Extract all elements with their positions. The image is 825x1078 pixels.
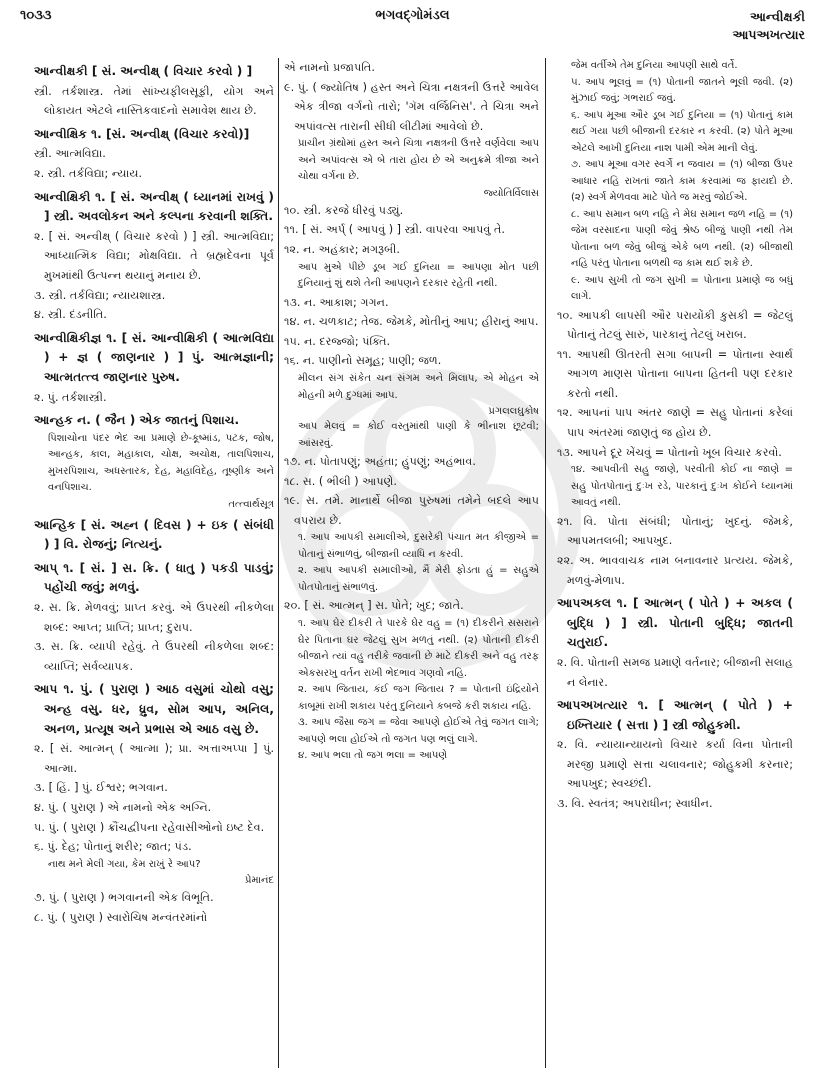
- dictionary-entry-headword: આન્વીક્ષિક ૧. [સં. અન્વીક્ષ્ (વિચાર કરવો)]: [34, 126, 250, 141]
- guide-words: [733, 8, 805, 44]
- citation-source: પ્રગલલઘુકોષ: [488, 406, 539, 418]
- definition-line: ૧૪. ન. ચળકાટ; તેજ. જેમકે, મોતીનું આપ; હીરાનું આપ.: [284, 315, 539, 329]
- usage-example: ૧. આપ ઘેર દીકરી તે પારકે ઘેર વહુ = (૧) દીકરીને સસરાને ઘેર પિતાના ઘર જેટલું સુખ મળતું નથી. (૨) પોતાની દીકરી બીજાને ત્યાં વહુ તરીકે જવાની છે માટે દીકરી અને વહુ તરફ એકસરખુ વર્તન રાખી ભેદભાવ ગણવો નહિ.: [298, 618, 539, 679]
- definition-line: ૧૧. [ સં. અર્પ્ ( આપવું ) ] સ્ત્રી. વાપરવા આપવું તે.: [284, 223, 505, 237]
- usage-example: ૬. આપ મૂઆ ઔર ડૂબ ગઈ દુનિયા = (૧) પોતાનું કામ થઈ ગયા પછી બીજાની દરકાર ન કરવી. (૨) પોતે મૂઆ એટલે આખી દુનિયા નાશ પામી એમ માની લેવું.: [571, 109, 793, 154]
- page-header: [0, 0, 825, 52]
- guide-word-last: આપઅખત્યાર: [732, 27, 805, 42]
- definition-line: ૧૬. ન. પાણીનો સમૂહ; પાણી; જળ.: [284, 354, 442, 368]
- dictionary-entry-headword: આન્હિક [ સં. અહ્ન ( દિવસ ) + ઇક ( સંબંધી ) ] વિ. રોજનું; નિત્યનું.: [34, 517, 274, 552]
- definition-line: ૯. પું. ( જ્યોતિષ ) હસ્ત અને ચિત્રા નક્ષત્રની ઉત્તરે આવેલ એક ત્રીજા વર્ગનો તારો; 'ગૅમ વર્જિનિસ'. તે ચિત્રા અને અપાંવત્સ તારાની સીધી લીટીમાં આવેલો છે.: [284, 80, 539, 133]
- dictionary-entry-headword: આપઅકલ ૧. [ આત્મન્ ( પોતે ) + અકલ ( બુદ્ધિ ) ] સ્ત્રી. પોતાની બુદ્ધિ; જાતની ચતુરાઈ.: [557, 596, 793, 650]
- citation-source: પ્રેમાનંદ: [244, 875, 274, 887]
- usage-example: ૨. આપ આપકી સમાલીઓ, મૈં મેરી ફોડતા હું = સહુએ પોતપોતાનું સંભાળવું.: [298, 565, 539, 593]
- definition-line: એ નામનો પ્રજાપતિ.: [284, 61, 375, 74]
- definition-line: ૧૦. સ્ત્રી. કરજે ધીરવું પડ્યું.: [284, 203, 404, 217]
- definition-line: ૨. સ. ક્રિ. મેળવવું; પ્રાપ્ત કરવું. એ ઉપરથી નીકળેલા શબ્દ: આપ્ત; પ્રાપ્તિ; પ્રાપ્ત; દુરાપ.: [34, 601, 274, 634]
- definition-line: ૧૫. ન. દરજ્જો; પંક્તિ.: [284, 334, 391, 348]
- dictionary-entry-headword: આપ ૧. પું. ( પુરાણ ) આઠ વસુમાં ચોથો વસુ; અન્હ વસુ. ધર, ધ્રુવ, સોમ આપ, અનિલ, અનળ, પ્રત્યૂષ અને પ્રભાસ એ આઠ વસુ છે.: [34, 682, 274, 736]
- usage-example: ૩. આપ જૈસા જગ = જેવા આપણે હોઈએ તેવું જગત લાગે; આપણે ભલા હોઈએ તો જગત પણ ભલું લાગે.: [298, 717, 539, 745]
- definition-line: ૧૯. સ. તમે. માનાર્થે બીજા પુરુષમાં તમેને બદલે આપ વપરાય છે.: [284, 494, 539, 527]
- definition-line: ૧૭. ન. પોતાપણું; અહંતા; હુંપણું; અહંભાવ.: [284, 455, 476, 469]
- guide-word-first: આન્વીક્ષકી: [749, 9, 805, 24]
- usage-example: મીલન સંગ સંકેત ચન સંગમ અને મિલાપ, એ મોહન એ મોહની મળે દુગ્ધમાં આપ.: [298, 373, 539, 401]
- dictionary-entry-headword: આન્વીક્ષિકીજ્ઞ ૧. [ સં. આન્વીક્ષિકી ( આત્મવિદ્યા ) + જ્ઞ ( જાણનાર ) ] પું. આત્મજ્ઞાની; આત્મતત્ત્વ જાણનાર પુરુષ.: [34, 330, 274, 384]
- dictionary-entry-headword: આન્વીક્ષિકી ૧. [ સં. અન્વીક્ષ્ ( ધ્યાનમાં રાખવું ) ] સ્ત્રી. અવલોકન અને કલ્પના કરવાની શક્તિ.: [34, 189, 274, 224]
- column-divider: [545, 58, 546, 1068]
- definition-line: ૪. પું. ( પુરાણ ) એ નામનો એક અગ્નિ.: [34, 801, 212, 814]
- definition-line: ૨. [ સં. અન્વીક્ષ્ ( વિચાર કરવો ) ] સ્ત્રી. આત્મવિદ્યા; આધ્યાત્મિક વિદ્યા; મોક્ષવિદ્યા. તે બ્રહ્મદેવના પૂર્વ મુખમાંથી ઉત્પન્ન થયાનું મનાય છે.: [34, 229, 274, 282]
- definition-line: ૧૨. આપનાં પાપ અંતર જાણે = સહુ પોતાનાં કરેલાં પાપ અંતરમાં જાણતું જ હોય છે.: [557, 406, 793, 440]
- usage-example: જેમ વર્તીએ તેમ દુનિયા આપણી સાથે વર્તે.: [571, 60, 738, 71]
- definition-line: ૨. સ્ત્રી. તર્કવિદ્યા; ન્યાય.: [34, 166, 143, 180]
- definition-line: ૧૦. આપકી લાપસી ઔર પરાયોંકી કુસકી = જેટલું પોતાનું તેટલું સારું, પારકાનું તેટલું ખરાબ.: [557, 308, 793, 342]
- definition-line: ૩. વિ. સ્વતંત્ર; અપરાધીન; સ્વાધીન.: [557, 797, 713, 811]
- usage-example: આપ મેલવું = કોઈ વસ્તુમાંથી પાણી કે ભીનાશ છૂટવી; આંસરવું.: [298, 421, 539, 449]
- usage-example: ૪. આપ ભલા તો જગ ભલા = આપણે: [298, 750, 448, 761]
- definition-line: ૬. પું. દેહ; પોતાનું શરીર; જાત; પંડ.: [34, 840, 192, 854]
- definition-line: ૩. [ હિં. ] પું. ઈશ્વર; ભગવાન.: [34, 781, 168, 795]
- definition-line: ૮. પું. ( પુરાણ ) સ્વારોચિષ મન્વંતરમાંનો: [34, 910, 208, 924]
- dictionary-entry-headword: આપઅખત્યાર ૧. [ આત્મન્ ( પોતે ) + ઇખ્તિયાર ( સત્તા ) ] સ્ત્રી જોહુકમી.: [557, 698, 793, 732]
- usage-example: ૨. આપ જિતાય, કંઈ જગ જિતાય ? = પોતાની ઇંદ્રિયોને કાબૂમાં રાખી શકાય પરંતુ દુનિયાને કબજે કરી શકાય નહિ.: [298, 684, 539, 712]
- definition-line: ૨૧. વિ. પોતા સંબંધી; પોતાનું; ખુદનું. જેમકે, આપમતલબી; આપખુદ.: [557, 514, 793, 548]
- column-1: [34, 58, 274, 1073]
- usage-example: ૭. આપ મૂઆ વગર સ્વર્ગે ન જવાય = (૧) બીજા ઉપર આધાર નહિ રાખતાં જાતે કામ કરવામાં જ ફાયદો છે. (૨) સ્વર્ગ મેળવવા માટે પોતે જ મરવું જોઈએ.: [571, 159, 793, 203]
- page-number: ૧૦૩૩: [20, 8, 52, 23]
- usage-example: ૫. આપ ભૂલવું = (૧) પોતાની જાતને ભૂલી જવી. (૨) મુંઝાઈ જવું; ગભરાઈ જવું.: [571, 76, 793, 104]
- column-divider: [278, 58, 279, 1068]
- definition-line: ૧૩. ન. આકાશ; ગગન.: [284, 295, 389, 309]
- definition-line: સ્ત્રી. આત્મવિદ્યા.: [34, 147, 106, 161]
- definition-line: ૨૨. અ. ભાવવાચક નામ બનાવનાર પ્રત્યય. જેમકે, મળવું-મેળાપ.: [557, 553, 793, 587]
- citation-source: જ્યોતિર્વિલાસ: [483, 187, 539, 199]
- usage-example: ૯. આપ સુખી તો જગ સુખી = પોતાના પ્રમાણે જ બધું લાગે.: [571, 274, 793, 302]
- definition-line: ૧૨. ન. અહંકાર; મગરૂબી.: [284, 243, 400, 257]
- usage-example: ૧૪. આપવીતી સહુ જાણે, પરવીતી કોઈ ના જાણે = સહુ પોતપોતાનું દુઃખ રડે, પારકાનું દુઃખ કોઈને ધ્યાનમાં આવતું નથી.: [571, 464, 793, 509]
- dictionary-entry-headword: આન્વીક્ષકી [ સં. અન્વીક્ષ્ ( વિચાર કરવો ) ]: [34, 64, 253, 78]
- usage-example: પ્રાચીન ગ્રંથોમાં હસ્ત અને ચિત્રા નક્ષત્રની ઉત્તરે વર્ણવેલા આપ અને અપાંવત્સ એ બે તારા હોય છે એ અનુક્રમે ત્રીજા અને ચોથા વર્ગના છે.: [298, 138, 539, 183]
- definition-line: ૪. સ્ત્રી. દંડનીતિ.: [34, 308, 107, 322]
- usage-example: નાથ મને મેલી ગયા, કેમ રાખું રે આપ?: [48, 858, 201, 870]
- column-2: [284, 58, 539, 1073]
- usage-example: ૧. આપ આપકી સમાલીએ, દુસરેકી પંચાત મત કીજીએ = પોતાનું સંભાળવું, બીજાની વ્યાધિ ન કરવી.: [298, 532, 539, 560]
- definition-line: ૧૩. આપને દૂર ખેંચવું = પોતાનો ખૂબ વિચાર કરવો.: [557, 445, 782, 459]
- definition-line: ૨. [ સં. આત્મન્ ( આત્મા ); પ્રા. અત્તાઅપ્પા ] પું. આત્મા.: [34, 742, 274, 775]
- definition-line: ૭. પું. ( પુરાણ ) ભગવાનની એક વિભૂતિ.: [34, 891, 214, 905]
- definition-line: ૨. પું. તર્કશાસ્ત્રી.: [34, 390, 107, 404]
- definition-line: ૧૮. સ. ( ભીલી ) આપણે.: [284, 474, 397, 488]
- usage-example: આપ મુએ પીછે ડૂબ ગઈ દુનિયા = આપણા મોત પછી દુનિયાનું શું થશે તેની આપણને દરકાર રહેતી નથી.: [298, 261, 539, 290]
- usage-example: પિશાચોના પંદર ભેદ આ પ્રમાણે છે-કૂષ્માંડ, પટક, જોષ, આન્હક, કાલ, મહાકાલ, ચોક્ષ, અચોક્ષ, તાલપિશાચ, મુખરપિશાચ, અધસ્તારક, દેહ, મહાવિદેહ, તૂષ્ણીક અને વનપિશાચ.: [48, 432, 274, 494]
- definition-line: ૧૧. આપથી ઊતરતી સગા બાપની = પોતાના સ્વાર્થ આગળ માણસ પોતાના બાપના હિતની પણ દરકાર કરતો નથી.: [557, 347, 793, 400]
- dictionary-entry-headword: આપ્ ૧. [ સં. ] સ. ક્રિ. ( ધાતુ ) પકડી પાડવું; પહોંચી જવું; મળવું.: [34, 560, 274, 595]
- usage-example: ૮. આપ સમાન બળ નહિ ને મેઘ સમાન જળ નહિ = (૧) જેમ વરસાદના પાણી જેવું શ્રેષ્ઠ બીજું પાણી નથી તેમ પોતાના બળ જેવું બીજું એકે બળ નથી. (૨) બીજાથી નહિ પરંતુ પોતાના બળથી જ કામ થઈ શકે છે.: [571, 208, 793, 269]
- definition-line: ૨. વિ. પોતાની સમજ પ્રમાણે વર્તનાર; બીજાની સલાહ ન લેનાર.: [557, 655, 793, 689]
- definition-line: ૫. પું. ( પુરાણ ) ક્રૌંચદ્વીપના રહેવાસીઓનો ઇષ્ટ દેવ.: [34, 820, 265, 834]
- definition-line: સ્ત્રી. તર્કશાસ્ત્ર. તેમાં સાંખ્યફીલસૂફી, યોગ અને લોકાયત એટલે નાસ્તિકવાદનો સમાવેશ થાય છે.: [34, 84, 274, 118]
- definition-line: ૨. વિ. ન્યાયાન્યાયનો વિચાર કર્યા વિના પોતાની મરજી પ્રમાણે સત્તા ચલાવનાર; જોહુકમી કરનાર; આપખુદ; સ્વચ્છંદી.: [557, 738, 793, 791]
- definition-line: ૨૦. [ સં. આત્મન્ ] સ. પોતે; ખુદ; જાતે.: [284, 599, 464, 613]
- definition-line: ૩. સ્ત્રી. તર્કવિદ્યા; ન્યાયશાસ્ત્ર.: [34, 288, 166, 302]
- book-title: ભગવદ્ગોમંડલ: [375, 8, 450, 23]
- citation-source: તત્ત્વાર્થસૂત્ર: [228, 498, 274, 510]
- definition-line: ૩. સ. ક્રિ. વ્યાપી રહેવું. તે ઉપરથી નીકળેલા શબ્દ: વ્યાપ્તિ; સર્વવ્યાપક.: [34, 640, 274, 673]
- dictionary-entry-headword: આન્હક ન. ( જૈન ) એક જાતનું પિશાચ.: [34, 413, 240, 428]
- column-3: [557, 58, 793, 1073]
